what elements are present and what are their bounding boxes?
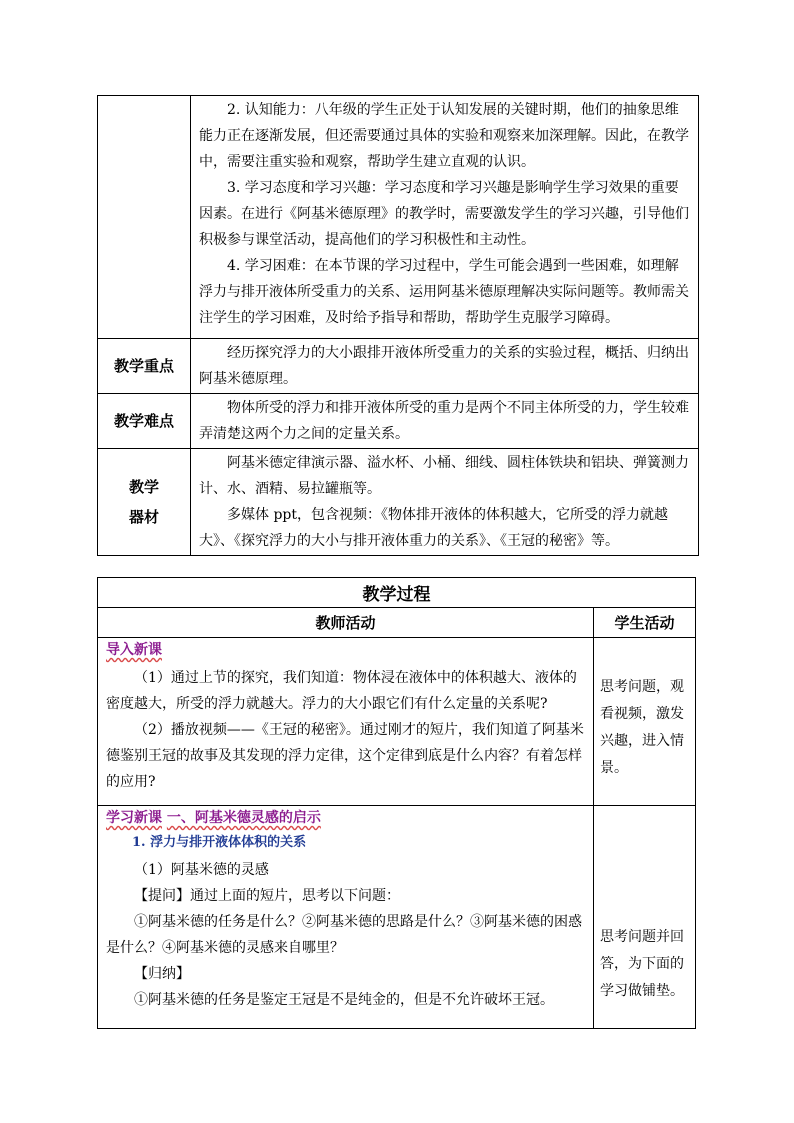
new-lesson-heading (106, 807, 587, 829)
key-point-paragraph: 经历探究浮力的大小跟排开液体所受重力的关系的实验过程，概括、归纳出阿基米德原理。 (199, 345, 689, 387)
new-lesson-subheading: 1. 浮力与排开液体体积的关系 (132, 835, 307, 850)
new-lesson-row (98, 806, 696, 1029)
intro-teacher-cell (98, 638, 594, 806)
intro-row (98, 638, 696, 806)
new-lesson-summary-label: 【归纳】 (134, 966, 190, 982)
student-activity-header: 学生活动 (594, 608, 696, 638)
new-lesson-item1: （1）阿基米德的灵感 (134, 862, 269, 878)
new-lesson-question: 【提问】通过上面的短片，思考以下问题： (134, 888, 400, 904)
student-analysis-row (98, 96, 699, 339)
new-lesson-prefix: 学习新课 (106, 810, 162, 826)
materials-paragraph-2: 多媒体 ppt，包含视频：《物体排开液体的体积越大，它所受的浮力就越大》、《探究浮力的大小与排开液体重力的关系》、《王冠的秘密》等。 (199, 507, 668, 549)
materials-label-line2: 器材 (128, 508, 159, 526)
key-point-row (98, 339, 699, 394)
new-lesson-summary-text: ①阿基米德的任务是鉴定王冠是不是纯金的，但是不允许破坏王冠。 (134, 992, 554, 1008)
intro-paragraph-2: （2）播放视频——《王冠的秘密》。通过刚才的短片，我们知道了阿基米德鉴别王冠的故事及其发现的浮力定律，这个定律到底是什么内容？有着怎样的应用? (106, 722, 584, 790)
difficulty-text (191, 394, 699, 449)
teacher-activity-header: 教师活动 (98, 608, 594, 638)
materials-row (98, 449, 699, 556)
new-lesson-title: 一、阿基米德灵感的启示 (166, 810, 321, 826)
intro-student-cell: 思考问题，观看视频，激发兴趣，进入情景。 (594, 638, 696, 806)
new-lesson-student-cell: 思考问题并回答，为下面的学习做铺垫。 (594, 806, 696, 1029)
teaching-info-table (97, 95, 699, 556)
empty-label-cell (98, 96, 191, 339)
cognitive-ability-paragraph: 2. 认知能力：八年级的学生正处于认知发展的关键时期，他们的抽象思维能力正在逐渐发展，但还需要通过具体的实验和观察来加深理解。因此，在教学中，需要注重实验和观察，帮助学生建立直观的认识。 (199, 102, 689, 170)
new-lesson-teacher-cell (98, 806, 594, 1029)
student-analysis-cell (191, 96, 699, 339)
key-point-label: 教学重点 (98, 339, 191, 394)
key-point-text (191, 339, 699, 394)
process-title: 教学过程 (98, 578, 696, 608)
materials-label-line1: 教学 (128, 478, 159, 496)
difficulty-paragraph: 物体所受的浮力和排开液体所受的重力是两个不同主体所受的力，学生较难弄清楚这两个力之间的定量关系。 (199, 400, 689, 442)
difficulty-label: 教学难点 (98, 394, 191, 449)
teaching-process-table (97, 577, 696, 1029)
learning-difficulty-paragraph: 4. 学习困难：在本节课的学习过程中，学生可能会遇到一些困难，如理解浮力与排开液体所受重力的关系、运用阿基米德原理解决实际问题等。教师需关注学生的学习困难，及时给予指导和帮助，帮助学生克服学习障碍。 (199, 258, 689, 326)
intro-heading (106, 639, 587, 661)
intro-paragraph-1: （1）通过上节的探究，我们知道：物体浸在液体中的体积越大、液体的密度越大，所受的浮力就越大。浮力的大小跟它们有什么定量的关系呢? (106, 670, 577, 712)
difficulty-row (98, 394, 699, 449)
attitude-interest-paragraph: 3. 学习态度和学习兴趣：学习态度和学习兴趣是影响学生学习效果的重要因素。在进行《阿基米德原理》的教学时，需要激发学生的学习兴趣，引导他们积极参与课堂活动，提高他们的学习积极性和主动性。 (199, 180, 689, 248)
intro-heading-text: 导入新课 (106, 642, 162, 658)
materials-label (98, 449, 191, 556)
materials-paragraph-1: 阿基米德定律演示器、溢水杯、小桶、细线、圆柱体铁块和铝块、弹簧测力计、水、酒精、易拉罐瓶等。 (199, 455, 689, 497)
materials-text (191, 449, 699, 556)
new-lesson-questions-text: ①阿基米德的任务是什么？②阿基米德的思路是什么？③阿基米德的困惑是什么？④阿基米德的灵感来自哪里？ (106, 914, 582, 956)
